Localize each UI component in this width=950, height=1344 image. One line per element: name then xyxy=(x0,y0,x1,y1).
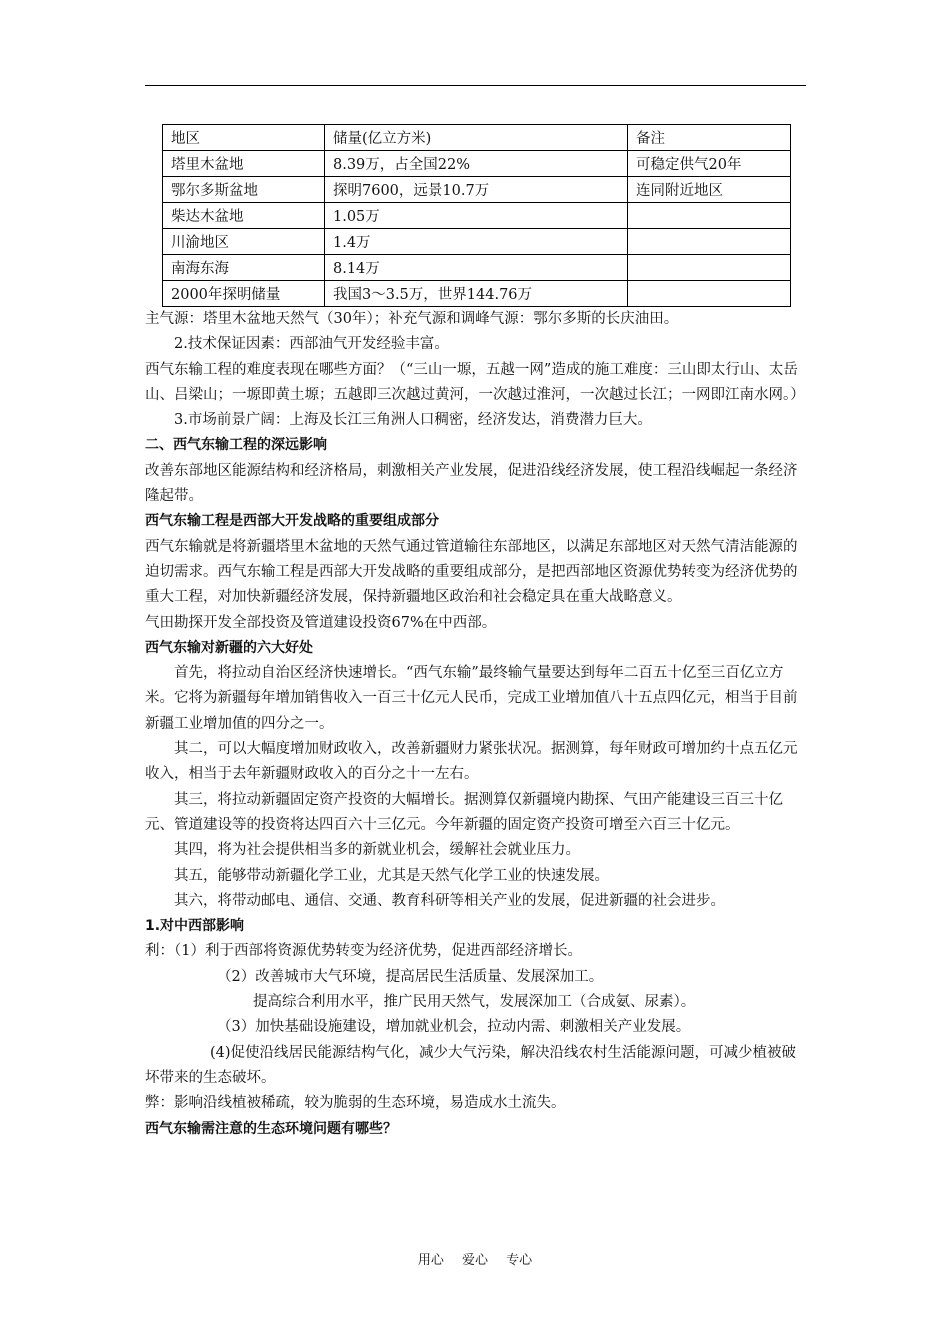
paragraph: 3.市场前景广阔：上海及长江三角洲人口稠密，经济发达，消费潜力巨大。 xyxy=(174,412,652,429)
paragraph: 提高综合利用水平，推广民用天然气，发展深加工（合成氨、尿素）。 xyxy=(253,994,696,1011)
section-heading: 1.对中西部影响 xyxy=(145,918,245,935)
section-heading: 西气东输需注意的生态环境问题有哪些？ xyxy=(145,1120,397,1137)
table-cell xyxy=(628,203,791,229)
reserves-table xyxy=(162,124,791,307)
table-cell: 8.14万 xyxy=(325,255,628,281)
table-cell: 连同附近地区 xyxy=(628,177,791,203)
paragraph: （3）加快基础设施建设，增加就业机会，拉动内需、刺激相关产业发展。 xyxy=(217,1019,691,1036)
table-cell: 2000年探明储量 xyxy=(163,281,325,307)
paragraph: 气田勘探开发全部投资及管道建设投资67%在中西部。 xyxy=(145,614,497,631)
table-row xyxy=(163,203,791,229)
table-cell: 1.4万 xyxy=(325,229,628,255)
table-header-row xyxy=(163,125,791,151)
table-row xyxy=(163,255,791,281)
paragraph: 2.技术保证因素：西部油气开发经验丰富。 xyxy=(174,336,449,353)
table-cell: 探明7600，远景10.7万 xyxy=(325,177,628,203)
paragraph: (4)促使沿线居民能源结构气化，减少大气污染，解决沿线农村生活能源问题，可减少植被破坏带来的生态破坏。 xyxy=(145,1044,797,1086)
paragraph: 其三，将拉动新疆固定资产投资的大幅增长。据测算仅新疆境内勘探、气田产能建设三百三十亿元、管道建设等的投资将达四百六十三亿元。今年新疆的固定资产投资可增至六百三十亿元。 xyxy=(145,791,783,833)
paragraph: 其二，可以大幅度增加财政收入，改善新疆财力紧张状况。据测算，每年财政可增加约十点五亿元收入，相当于去年新疆财政收入的百分之十一左右。 xyxy=(145,741,798,783)
table-cell xyxy=(628,229,791,255)
paragraph: 其六，将带动邮电、通信、交通、教育科研等相关产业的发展，促进新疆的社会进步。 xyxy=(174,892,725,909)
table-cell xyxy=(628,281,791,307)
table-cell: 地区 xyxy=(163,125,325,151)
paragraph: 西气东输工程的难度表现在哪些方面？（“三山一塬，五越一网”造成的施工难度：三山即太行山、太岳山、吕梁山；一塬即黄土塬；五越即三次越过黄河，一次越过淮河，一次越过长江；一网即江南水网。） xyxy=(145,361,805,403)
paragraph: （2）改善城市大气环境，提高居民生活质量、发展深加工。 xyxy=(217,968,604,985)
section-heading: 西气东输对新疆的六大好处 xyxy=(145,639,313,656)
section-heading: 二、西气东输工程的深远影响 xyxy=(145,437,327,454)
paragraph: 利：（1）利于西部将资源优势转变为经济优势，促进西部经济增长。 xyxy=(145,943,582,960)
paragraph: 其五，能够带动新疆化学工业，尤其是天然气化学工业的快速发展。 xyxy=(174,867,609,884)
table-row xyxy=(163,151,791,177)
paragraph: 其四，将为社会提供相当多的新就业机会，缓解社会就业压力。 xyxy=(174,842,580,859)
table-cell: 1.05万 xyxy=(325,203,628,229)
table-cell: 8.39万，占全国22% xyxy=(325,151,628,177)
table-cell: 南海东海 xyxy=(163,255,325,281)
paragraph: 主气源：塔里木盆地天然气（30年）；补充气源和调峰气源：鄂尔多斯的长庆油田。 xyxy=(145,311,679,327)
paragraph: 改善东部地区能源结构和经济格局，刺激相关产业发展，促进沿线经济发展，使工程沿线崛起一条经济隆起带。 xyxy=(145,462,798,505)
table-cell: 备注 xyxy=(628,125,791,151)
table-cell: 我国3～3.5万，世界144.76万 xyxy=(325,281,628,307)
document-body xyxy=(145,124,810,1142)
table-cell: 川渝地区 xyxy=(163,229,325,255)
table-cell: 可稳定供气20年 xyxy=(628,151,791,177)
table-row xyxy=(163,177,791,203)
paragraph: 弊：影响沿线植被稀疏，较为脆弱的生态环境，易造成水土流失。 xyxy=(145,1095,566,1112)
header-rule xyxy=(145,85,806,86)
table-cell: 储量(亿立方米) xyxy=(325,125,628,151)
paragraph: 西气东输就是将新疆塔里木盆地的天然气通过管道输往东部地区，以满足东部地区对天然气清洁能源的迫切需求。西气东输工程是西部大开发战略的重要组成部分，是把西部地区资源优势转变为经济优势的重大工程，对加快新疆经济发展，保持新疆地区政治和社会稳定具在重大战略意义。 xyxy=(145,538,798,606)
table-cell: 柴达木盆地 xyxy=(163,203,325,229)
table-row xyxy=(163,281,791,307)
table-cell xyxy=(628,255,791,281)
table-row xyxy=(163,229,791,255)
table-cell: 塔里木盆地 xyxy=(163,151,325,177)
page-footer: 用心 爱心 专心 xyxy=(417,1253,533,1268)
paragraphs xyxy=(145,307,810,1142)
paragraph: 首先，将拉动自治区经济快速增长。“西气东输”最终输气量要达到每年二百五十亿至三百亿立方米。它将为新疆每年增加销售收入一百三十亿元人民币，完成工业增加值八十五点四亿元，相当于目前新疆工业增加值的四分之一。 xyxy=(145,665,798,732)
table-cell: 鄂尔多斯盆地 xyxy=(163,177,325,203)
section-heading: 西气东输工程是西部大开发战略的重要组成部分 xyxy=(145,513,439,530)
